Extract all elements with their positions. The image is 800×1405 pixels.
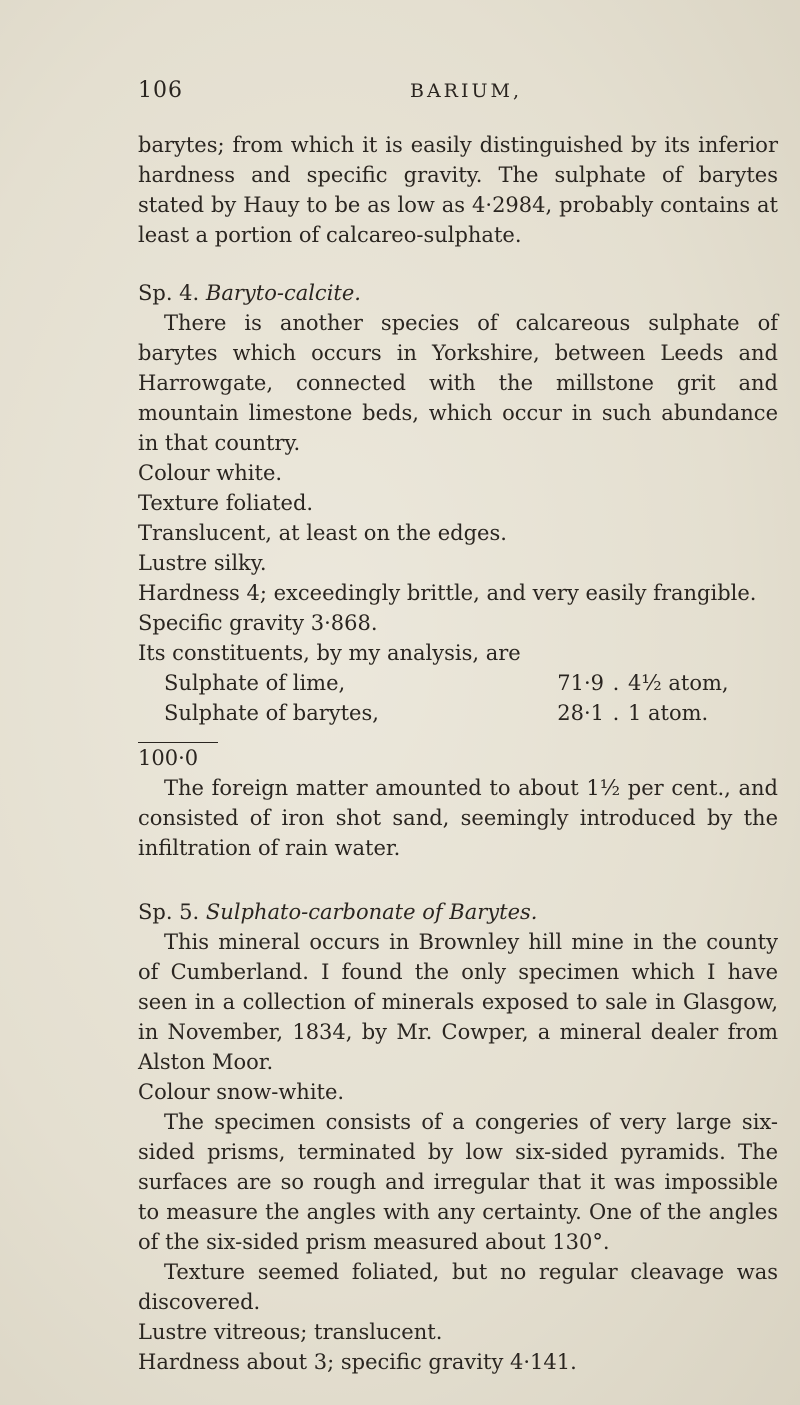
property-hardness: Hardness 4; exceedingly brittle, and very easily frangible. bbox=[138, 581, 757, 605]
constituent-separator: . bbox=[612, 671, 620, 695]
property-colour: Colour white. bbox=[138, 461, 283, 485]
property-colour: Colour snow-white. bbox=[138, 1080, 345, 1104]
body-text bbox=[138, 130, 778, 1377]
constituent-name: Sulphate of lime, bbox=[164, 671, 346, 695]
running-title: BARIUM, bbox=[410, 80, 523, 102]
constituents-total: 100·0 bbox=[138, 742, 218, 773]
property-lustre: Lustre silky. bbox=[138, 551, 267, 575]
specimen-description: The specimen consists of a congeries of very large six-sided prisms, terminated by low six-sided pyramids. The surfaces are so rough and irregular that it was impossible to measure the angles with any certainty. One of the angles of the six-sided prism measured about 130°. bbox=[138, 1110, 778, 1254]
constituent-atoms: 4½ atom, bbox=[628, 671, 729, 695]
species-4-intro: There is another species of calcareous sulphate of barytes which occurs in Yorkshire, between Leeds and Harrowgate, connected with the millstone grit and mountain limestone beds, which occur in such abundance in that country. bbox=[138, 311, 778, 455]
constituent-value: 28·1 bbox=[557, 701, 604, 725]
property-hardness: Hardness about 3; specific gravity 4·141. bbox=[138, 1350, 577, 1374]
species-4-name: Baryto-calcite. bbox=[205, 281, 361, 305]
property-texture: Texture foliated. bbox=[138, 491, 314, 515]
table-row bbox=[164, 668, 768, 698]
species-5-number: Sp. 5. bbox=[138, 900, 200, 924]
page-header bbox=[138, 78, 778, 108]
constituent-separator: . bbox=[612, 701, 620, 725]
species-4-heading bbox=[138, 278, 778, 308]
property-translucency: Translucent, at least on the edges. bbox=[138, 521, 507, 545]
constituent-value: 71·9 bbox=[557, 671, 604, 695]
property-lustre: Lustre vitreous; translucent. bbox=[138, 1320, 443, 1344]
page-number: 106 bbox=[138, 78, 183, 103]
species-4-number: Sp. 4. bbox=[138, 281, 200, 305]
constituents-table bbox=[164, 668, 768, 728]
species-5-name: Sulphato-carbonate of Barytes. bbox=[205, 900, 538, 924]
constituent-atoms: 1 atom. bbox=[628, 701, 709, 725]
paragraph-continued: barytes; from which it is easily distinguished by its inferior hardness and specific gravity. The sulphate of barytes stated by Hauy to be as low as 4·2984, probably contains at least a portion of calcareo-sulphate. bbox=[138, 133, 778, 247]
property-specific-gravity: Specific gravity 3·868. bbox=[138, 611, 378, 635]
foreign-matter-note: The foreign matter amounted to about 1½ per cent., and consisted of iron shot sand, seemingly introduced by the infiltration of rain water. bbox=[138, 776, 778, 860]
property-texture: Texture seemed foliated, but no regular cleavage was discovered. bbox=[138, 1260, 778, 1314]
constituents-intro: Its constituents, by my analysis, are bbox=[138, 641, 521, 665]
species-5-intro: This mineral occurs in Brownley hill mine in the county of Cumberland. I found the only specimen which I have seen in a collection of minerals exposed to sale in Glasgow, in November, 1834, by Mr. Cowper, a mineral dealer from Alston Moor. bbox=[138, 930, 778, 1074]
table-row bbox=[164, 698, 768, 728]
constituent-name: Sulphate of barytes, bbox=[164, 701, 379, 725]
species-5-heading bbox=[138, 897, 778, 927]
